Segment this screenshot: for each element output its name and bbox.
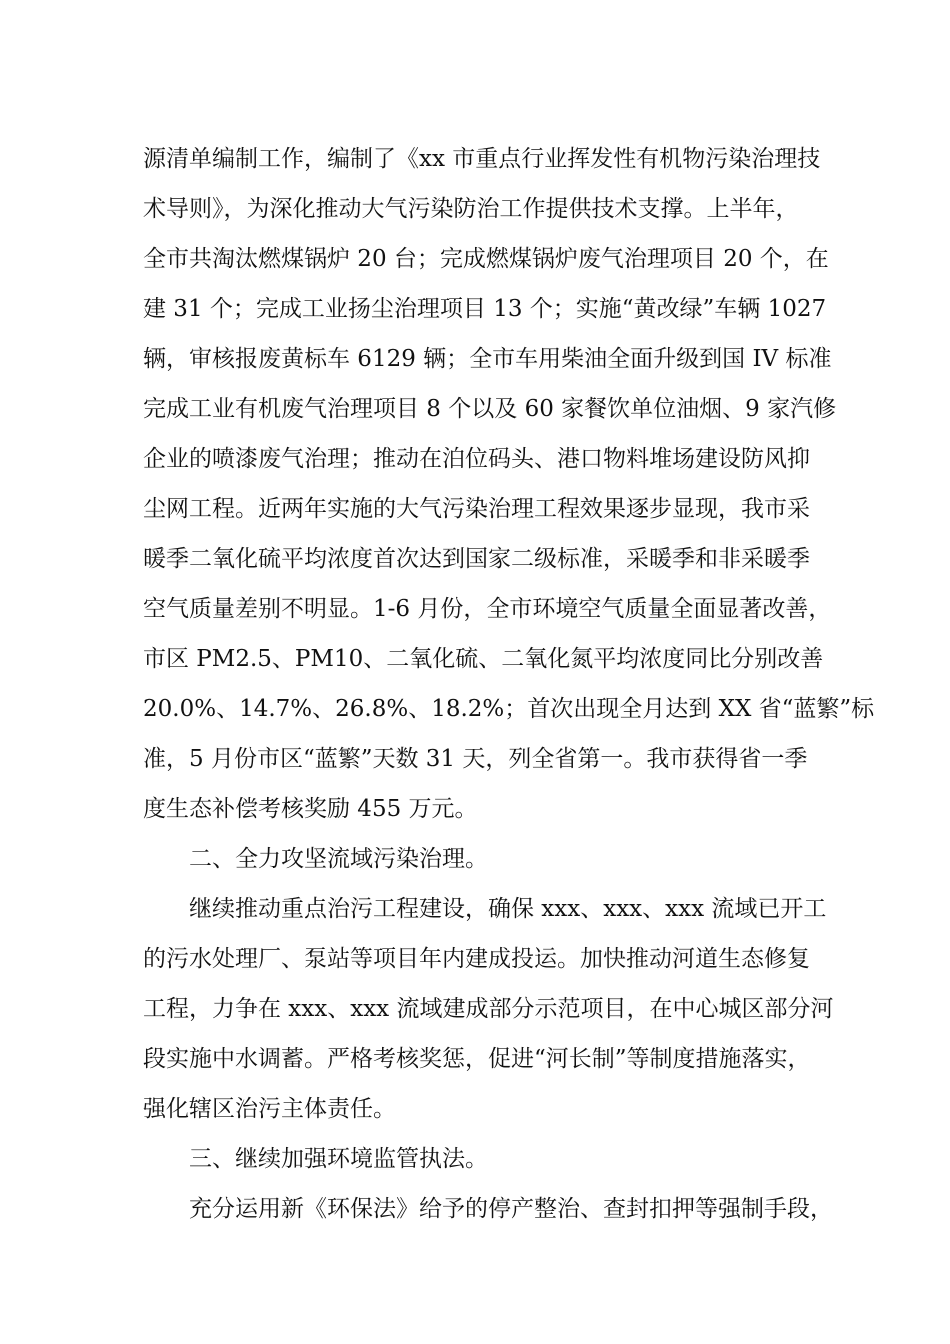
section-heading: 三、继续加强环境监管执法。 <box>189 1146 488 1172</box>
text-line: 市区 PM2.5、PM10、二氧化硫、二氧化氮平均浓度同比分别改善 <box>143 646 824 672</box>
text-line: 企业的喷漆废气治理；推动在泊位码头、港口物料堆场建设防风抑 <box>143 446 810 472</box>
text-line: 空气质量差别不明显。1-6 月份，全市环境空气质量全面显著改善， <box>143 596 832 622</box>
text-line: 度生态补偿考核奖励 455 万元。 <box>143 796 478 822</box>
text-line: 尘网工程。近两年实施的大气污染治理工程效果逐步显现，我市采 <box>143 496 810 522</box>
text-line: 辆，审核报废黄标车 6129 辆；全市车用柴油全面升级到国 IV 标准 <box>143 346 832 372</box>
text-line: 继续推动重点治污工程建设，确保 xxx、xxx、xxx 流域已开工 <box>189 896 827 922</box>
text-line: 充分运用新《环保法》给予的停产整治、查封扣押等强制手段， <box>189 1196 833 1222</box>
text-line: 工程，力争在 xxx、xxx 流域建成部分示范项目，在中心城区部分河 <box>143 996 834 1022</box>
text-line: 准，5 月份市区“蓝繁”天数 31 天，列全省第一。我市获得省一季 <box>143 746 808 772</box>
text-line: 术导则》，为深化推动大气污染防治工作提供技术支撑。上半年， <box>143 196 799 222</box>
section-heading: 二、全力攻坚流域污染治理。 <box>189 846 488 872</box>
text-line: 段实施中水调蓄。严格考核奖惩，促进“河长制”等制度措施落实， <box>143 1046 811 1072</box>
text-line: 的污水处理厂、泵站等项目年内建成投运。加快推动河道生态修复 <box>143 946 810 972</box>
text-line: 20.0%、14.7%、26.8%、18.2%；首次出现全月达到 XX 省“蓝繁”标 <box>143 696 875 722</box>
text-line: 源清单编制工作，编制了《xx 市重点行业挥发性有机物污染治理技 <box>143 146 821 172</box>
text-line: 强化辖区治污主体责任。 <box>143 1096 396 1122</box>
text-line: 完成工业有机废气治理项目 8 个以及 60 家餐饮单位油烟、9 家汽修 <box>143 396 837 422</box>
text-line: 全市共淘汰燃煤锅炉 20 台；完成燃煤锅炉废气治理项目 20 个，在 <box>143 246 829 272</box>
text-line: 暖季二氧化硫平均浓度首次达到国家二级标准，采暖季和非采暖季 <box>143 546 810 572</box>
text-line: 建 31 个；完成工业扬尘治理项目 13 个；实施“黄改绿”车辆 1027 <box>143 296 827 322</box>
